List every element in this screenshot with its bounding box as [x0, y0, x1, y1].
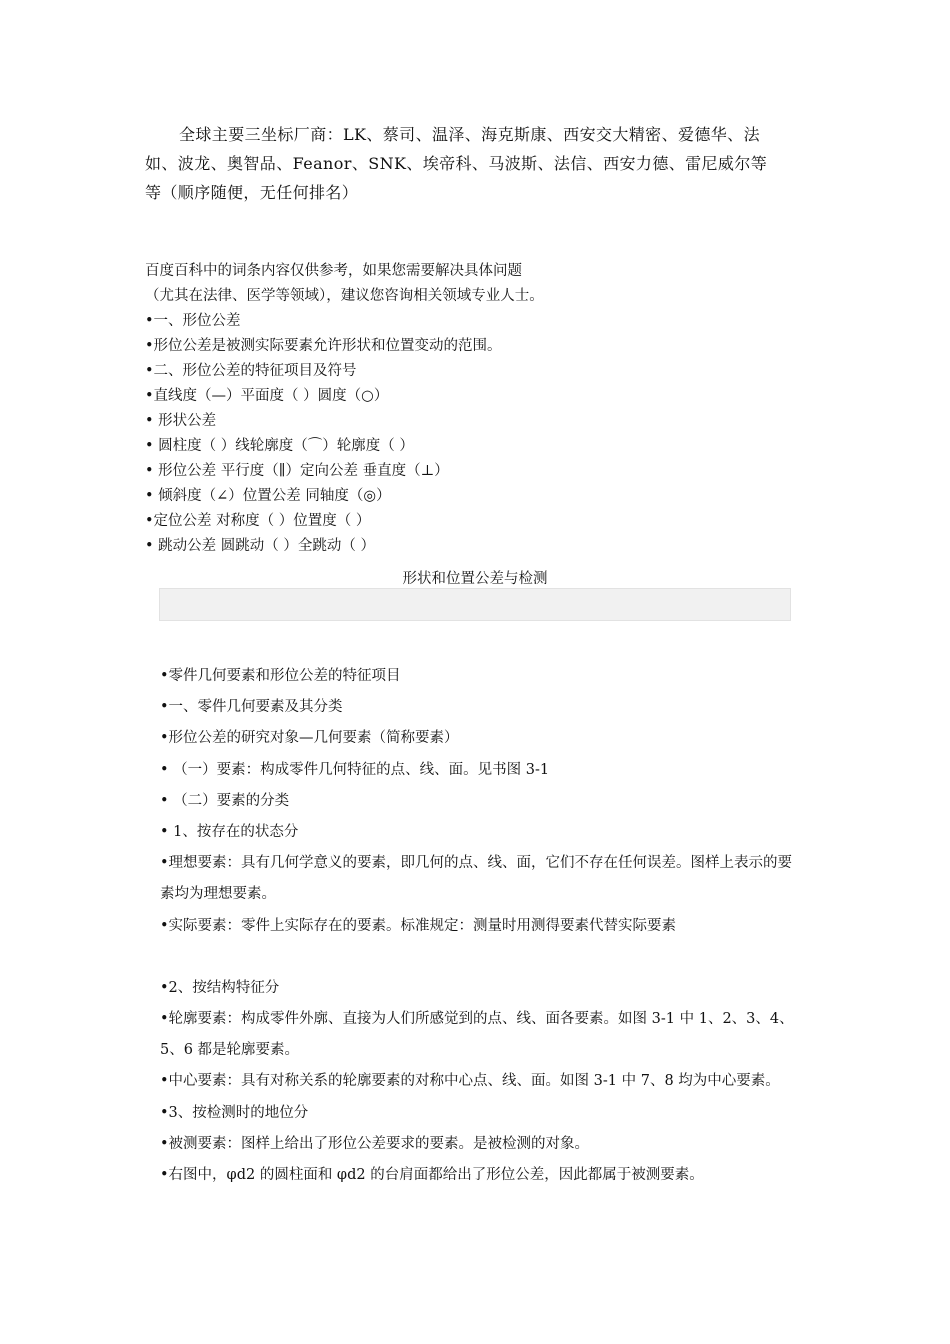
- spacer: [160, 942, 800, 973]
- baike-disclaimer-2: （尤其在法律、医学等领域），建议您咨询相关领域专业人士。: [145, 288, 544, 304]
- bullet-item: •中心要素：具有对称关系的轮廓要素的对称中心点、线、面。如图 3-1 中 7、8 均为中心要素。: [160, 1073, 780, 1090]
- elements-section: [160, 661, 800, 1191]
- bullet-item: •3、按检测时的地位分: [160, 1104, 309, 1121]
- bullet-item: • 形位公差 平行度（∥）定向公差 垂直度（⊥）: [145, 463, 449, 479]
- intro-line-3: 等（顺序随便，无任何排名）: [145, 183, 359, 202]
- bullet-item: • 1、按存在的状态分: [160, 824, 299, 841]
- intro-line-1: 全球主要三坐标厂商：LK、蔡司、温泽、海克斯康、西安交大精密、爱德华、法: [179, 125, 760, 144]
- bullet-item: •实际要素：零件上实际存在的要素。标准规定：测量时用测得要素代替实际要素: [160, 917, 677, 934]
- bullet-item: • 倾斜度（∠）位置公差 同轴度（◎）: [145, 488, 391, 504]
- bullet-item: • 形状公差: [145, 413, 217, 429]
- bullet-item: •直线度（—）平面度（ ）圆度（○）: [145, 388, 389, 404]
- bullet-item: •一、零件几何要素及其分类: [160, 699, 343, 716]
- bullet-item: •轮廓要素：构成零件外廓、直接为人们所感觉到的点、线、面各要素。如图 3-1 中 1、2、3、4、5、6 都是轮廓要素。: [160, 1011, 794, 1059]
- bullet-item: • （二）要素的分类: [160, 792, 290, 809]
- bullet-item: •理想要素：具有几何学意义的要素，即几何的点、线、面，它们不存在任何误差。图样上表示的要素均为理想要素。: [160, 855, 793, 903]
- bullet-item: •定位公差 对称度（ ）位置度（ ）: [145, 513, 371, 529]
- manufacturers-paragraph: [145, 120, 810, 207]
- intro-line-2: 如、波龙、奥智品、Feanor、SNK、埃帝科、马波斯、法信、西安力德、雷尼威尔等: [145, 154, 768, 173]
- bullet-item: •一、形位公差: [145, 313, 241, 329]
- bullet-item: • 跳动公差 圆跳动（ ）全跳动（ ）: [145, 538, 375, 554]
- baike-disclaimer-1: 百度百科中的词条内容仅供参考，如果您需要解决具体问题: [145, 263, 522, 279]
- bullet-item: • （一）要素：构成零件几何特征的点、线、面。见书图 3-1: [160, 761, 550, 778]
- bullet-item: •二、形位公差的特征项目及符号: [145, 363, 357, 379]
- bullet-item: •2、按结构特征分: [160, 979, 280, 996]
- bullet-item: •零件几何要素和形位公差的特征项目: [160, 668, 401, 684]
- bullet-item: • 圆柱度（ ）线轮廓度（⌒）轮廓度（ ）: [145, 438, 414, 454]
- baike-section: [145, 259, 825, 559]
- bullet-item: •形位公差是被测实际要素允许形状和位置变动的范围。: [145, 338, 502, 354]
- bullet-item: •形位公差的研究对象—几何要素（简称要素）: [160, 730, 459, 747]
- bullet-item: •右图中，φd2 的圆柱面和 φd2 的台肩面都给出了形位公差，因此都属于被测要素。: [160, 1167, 704, 1184]
- bullet-item: •被测要素：图样上给出了形位公差要求的要素。是被检测的对象。: [160, 1135, 590, 1152]
- gray-banner: [159, 588, 791, 621]
- section-title: 形状和位置公差与检测: [402, 571, 548, 587]
